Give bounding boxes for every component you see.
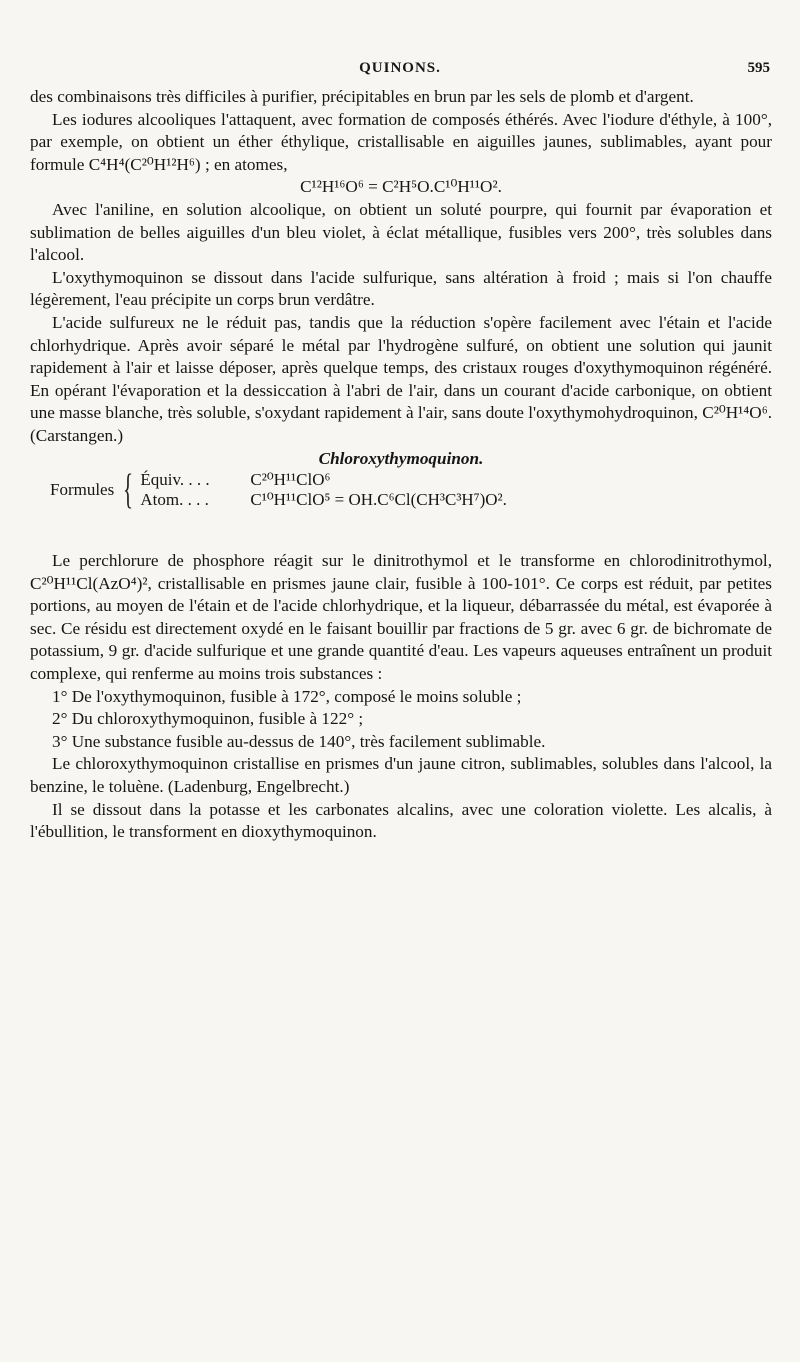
list-item: 1° De l'oxythymoquinon, fusible à 172°, composé le moins soluble ;	[52, 686, 522, 706]
paragraph: Le perchlorure de phosphore réagit sur le dinitrothymol et le transforme en chlorodinitrothymol, C²⁰H¹¹Cl(AzO⁴)², cristallisable en prismes jaune clair, fusible à 100-101°. Ce corps est réduit, par petites portions, au moyen de l'étain et de l'acide chlorhydrique, et la liqueur, débarrassée du métal, est évaporée à sec. Ce résidu est directement oxydé en le faisant bouillir par fractions de 5 gr. avec 6 gr. de bichromate de potassium, 9 gr. d'acide sulfurique et une grande quantité d'eau. Les vapeurs aqueuses entraînent un produit complexe, qui renferme au moins trois substances :	[30, 551, 772, 684]
list-item: 3° Une substance fusible au-dessus de 140°, très facilement sublimable.	[52, 731, 546, 751]
equiv-label: Équiv. . . .	[140, 470, 210, 490]
page-body	[30, 86, 772, 844]
equiv-value: C²⁰H¹¹ClO⁶	[250, 470, 331, 490]
page-number: 595	[747, 60, 770, 76]
section-heading: Chloroxythymoquinon.	[318, 448, 484, 468]
paragraph: Le chloroxythymoquinon cristallise en prismes d'un jaune citron, sublimables, solubles dans l'alcool, la benzine, le toluène. (Ladenburg, Engelbrecht.)	[30, 754, 772, 797]
atom-value: C¹⁰H¹¹ClO⁵ = OH.C⁶Cl(CH³C³H⁷)O².	[250, 490, 507, 510]
atom-label: Atom. . . .	[140, 490, 209, 510]
paragraph: Il se dissout dans la potasse et les carbonates alcalins, avec une coloration violette. Les alcalis, à l'ébullition, le transforment en dioxythymoquinon.	[30, 799, 772, 842]
formulas-label: Formules	[50, 480, 115, 500]
paragraph: L'oxythymoquinon se dissout dans l'acide sulfurique, sans altération à froid ; mais si l'on chauffe légèrement, l'eau précipite un corps brun verdâtre.	[30, 267, 772, 310]
paragraph: Les iodures alcooliques l'attaquent, avec formation de composés éthérés. Avec l'iodure d'éthyle, à 100°, par exemple, on obtient un éther éthylique, cristallisable en aiguilles jaunes, sublimables, ayant pour formule C⁴H⁴(C²⁰H¹²H⁶) ; en atomes,	[30, 109, 772, 174]
formula-rows	[140, 470, 507, 510]
list-item: 2° Du chloroxythymoquinon, fusible à 122° ;	[52, 709, 364, 729]
brace-icon: {	[123, 467, 134, 514]
formula-row-atom	[140, 490, 507, 510]
running-title: QUINONS.	[359, 60, 441, 76]
paragraph: des combinaisons très difficiles à purifier, précipitables en brun par les sels de plomb et d'argent.	[30, 87, 694, 106]
paragraph: L'acide sulfureux ne le réduit pas, tandis que la réduction s'opère facilement avec l'étain et l'acide chlorhydrique. Après avoir séparé le métal par l'hydrogène sulfuré, on obtient une solution qui jaunit rapidement à l'air et laisse déposer, après quelque temps, des cristaux rouges d'oxythymoquinon régénéré. En opérant l'évaporation et la dessiccation à l'abri de l'air, dans un courant d'acide carbonique, on obtient une masse blanche, très soluble, s'oxydant rapidement à l'air, sans doute l'oxythymohydroquinon, C²⁰H¹⁴O⁶. (Carstangen.)	[30, 312, 772, 445]
formula-line: C¹²H¹⁶O⁶ = C²H⁵O.C¹⁰H¹¹O².	[300, 177, 502, 197]
paragraph: Avec l'aniline, en solution alcoolique, on obtient un soluté pourpre, qui fournit par évaporation et sublimation de belles aiguilles d'un bleu violet, à éclat métallique, fusibles vers 200°, très solubles dans l'alcool.	[30, 199, 772, 265]
formulas-block	[50, 467, 772, 514]
formula-row-equiv	[140, 470, 507, 490]
page-header	[30, 60, 770, 82]
